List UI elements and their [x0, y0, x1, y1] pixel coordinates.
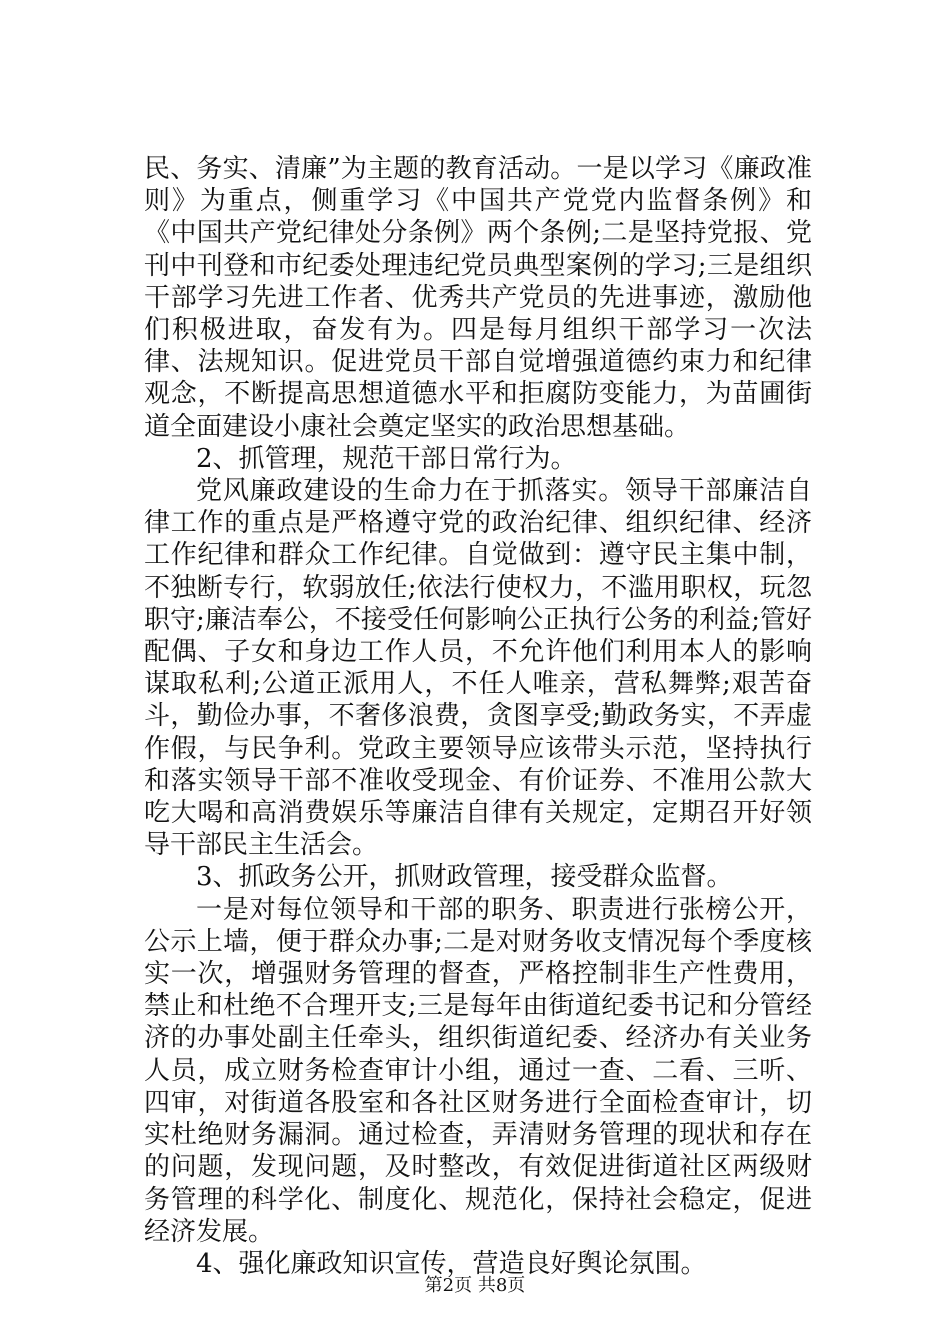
paragraph-self-discipline: 党风廉政建设的生命力在于抓落实。领导干部廉洁自律工作的重点是严格遵守党的政治纪律、组织纪律、经济工作纪律和群众工作纪律。自觉做到：遵守民主集中制，不独断专行，软弱放任;依法行使权力，不滥用职权，玩忽职守;廉洁奉公，不接受任何影响公正执行公务的利益;管好配偶、子女和身边工作人员，不允许他们利用本人的影响谋取私利;公道正派用人，不任人唯亲，营私舞弊;艰苦奋斗，勤俭办事，不奢侈浪费，贪图享受;勤政务实，不弄虚作假，与民争利。党政主要领导应该带头示范，坚持执行和落实领导干部不准收受现金、有价证券、不准用公款大吃大喝和高消费娱乐等廉洁自律有关规定，定期召开好领导干部民主生活会。 — [144, 476, 812, 861]
page-number-footer: 第2页 共8页 — [424, 1275, 526, 1296]
section-heading-transparency: 3、抓政务公开，抓财政管理，接受群众监督。 — [196, 862, 733, 893]
section-heading-publicity: 4、强化廉政知识宣传，营造良好舆论氛围。 — [196, 1248, 707, 1279]
paragraph-finance-audit: 一是对每位领导和干部的职务、职责进行张榜公开，公示上墙，便于群众办事;二是对财务收支情况每个季度核实一次，增强财务管理的督查，严格控制非生产性费用，禁止和杜绝不合理开支;三是每年由街道纪委书记和分管经济的办事处副主任牵头，组织街道纪委、经济办有关业务人员，成立财务检查审计小组，通过一查、二看、三听、四审，对街道各股室和各社区财务进行全面检查审计，切实杜绝财务漏洞。通过检查，弄清财务管理的现状和存在的问题，发现问题，及时整改，有效促进街道社区两级财务管理的科学化、制度化、规范化，保持社会稳定，促进经济发展。 — [144, 894, 812, 1247]
document-body — [144, 153, 812, 1280]
section-heading-management: 2、抓管理，规范干部日常行为。 — [196, 443, 577, 474]
paragraph-continuation: 民、务实、清廉”为主题的教育活动。一是以学习《廉政准则》为重点，侧重学习《中国共产党党内监督条例》和《中国共产党纪律处分条例》两个条例;二是坚持党报、党刊中刊登和市纪委处理违纪党员典型案例的学习;三是组织干部学习先进工作者、优秀共产党员的先进事迹，激励他们积极进取，奋发有为。四是每月组织干部学习一次法律、法规知识。促进党员干部自觉增强道德约束力和纪律观念，不断提高思想道德水平和拒腐防变能力，为苗圃街道全面建设小康社会奠定坚实的政治思想基础。 — [144, 154, 812, 442]
